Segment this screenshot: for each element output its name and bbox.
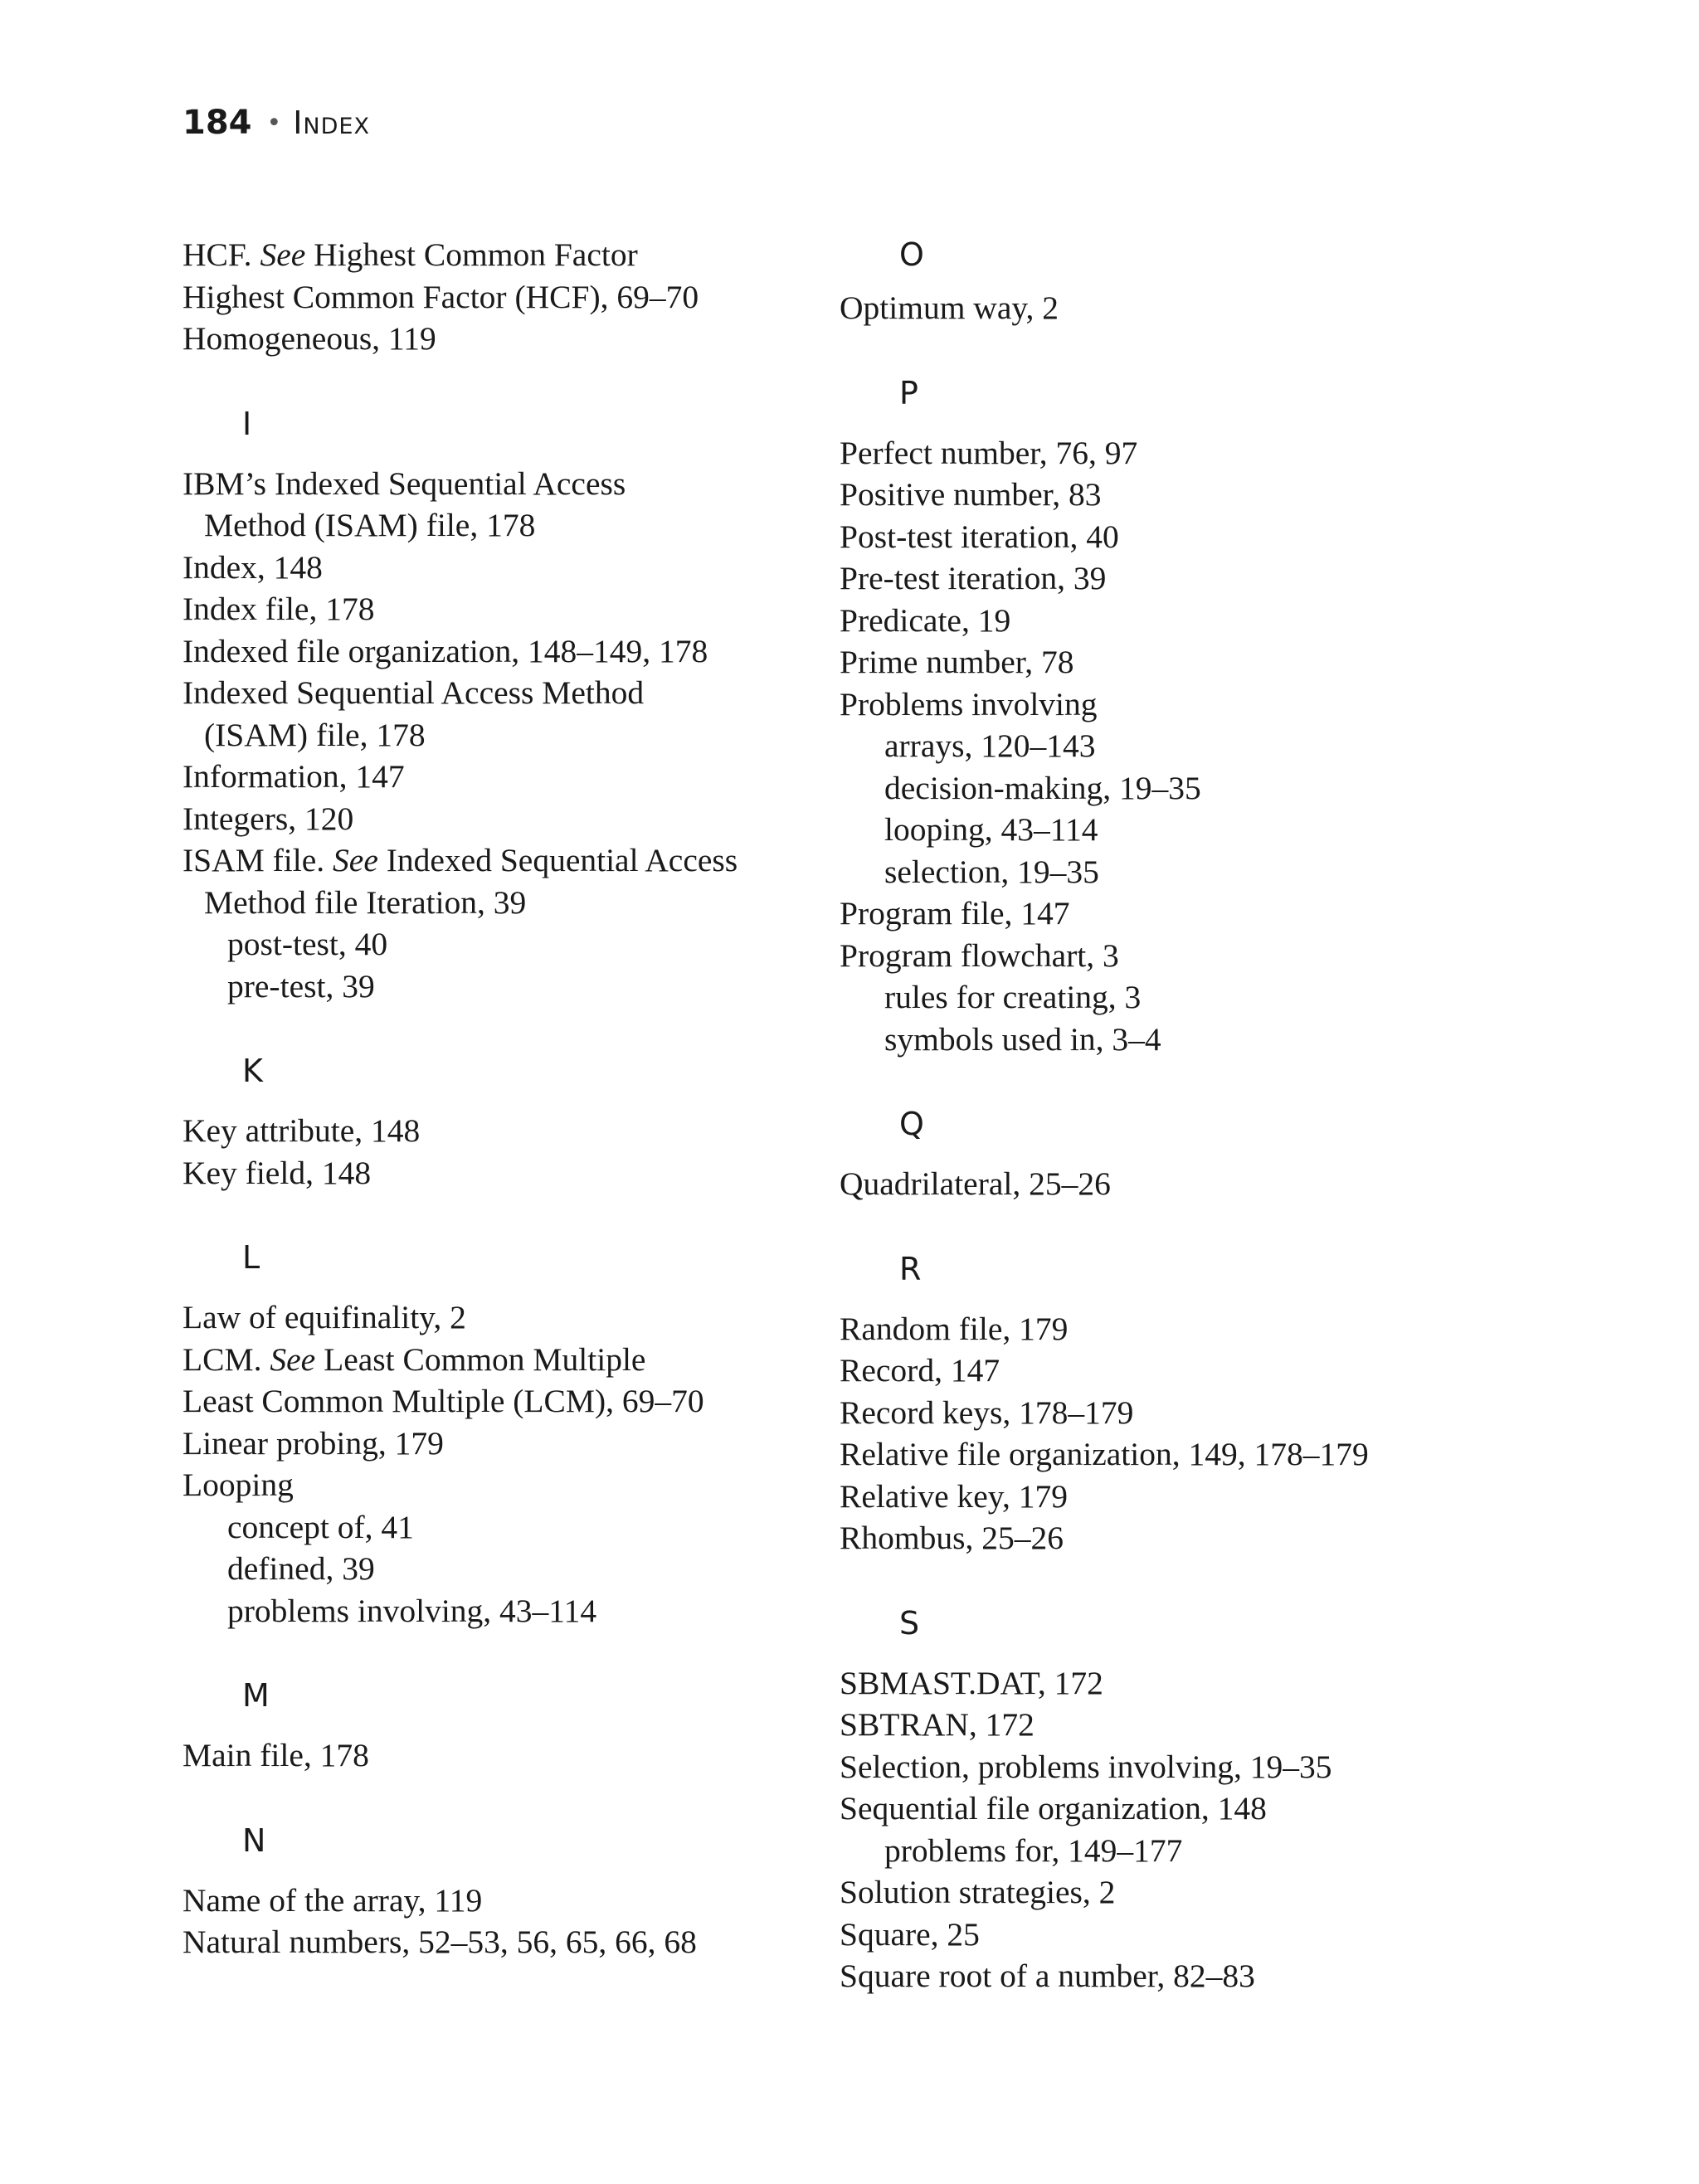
letter-group [183,234,830,360]
index-subentry: pre-test, 39 [227,967,375,1004]
index-entry: Information, 147 [183,758,405,795]
entry-term: ISAM file. [183,842,325,878]
index-entry: Indexed Sequential Access Method [183,674,645,711]
index-entry: Square, 25 [840,1915,980,1953]
index-entry: Rhombus, 25–26 [840,1520,1064,1556]
letter-group [840,1248,1503,1559]
index-entry: Prime number, 78 [840,644,1074,680]
index-entry: Program file, 147 [840,895,1070,931]
see-target: Indexed Sequential Access [386,842,738,878]
index-subentry: rules for creating, 3 [884,979,1142,1015]
index-entry: Perfect number, 76, 97 [840,434,1138,471]
letter-group [183,1237,830,1632]
see-reference: See [333,842,378,878]
letter-heading: I [242,405,252,442]
letter-group [183,403,830,1008]
index-entry: Pre-test iteration, 39 [840,560,1107,596]
index-entry: Quadrilateral, 25–26 [840,1165,1111,1202]
index-subentry: Method (ISAM) file, 178 [204,507,536,543]
index-subentry: defined, 39 [227,1550,375,1587]
page-number: 184 [183,104,252,142]
entry-term: HCF. [183,236,252,273]
letter-heading: N [242,1822,266,1859]
letter-group [183,1820,830,1963]
index-entry: Linear probing, 179 [183,1424,444,1462]
index-entry: Optimum way, 2 [840,289,1059,326]
index-subentry: (ISAM) file, 178 [204,716,426,753]
index-entry: Relative file organization, 149, 178–179 [840,1436,1369,1472]
index-entry: Record, 147 [840,1352,1000,1389]
letter-group [840,372,1503,1061]
index-subentry: Method file Iteration, 39 [204,883,527,921]
index-column-right [840,234,1503,1997]
index-entry: SBTRAN, 172 [840,1706,1034,1743]
index-entry: Natural numbers, 52–53, 56, 65, 66, 68 [183,1924,697,1960]
index-entry: Post-test iteration, 40 [840,518,1119,555]
letter-heading: P [899,374,918,411]
entry-term: LCM. [183,1340,262,1378]
index-subentry: problems for, 149–177 [884,1831,1183,1869]
index-entry: Key field, 148 [183,1154,372,1191]
index-entry: Predicate, 19 [840,601,1011,639]
see-target: Least Common Multiple [324,1340,646,1378]
index-entry: IBM’s Indexed Sequential Access [183,465,626,502]
letter-group [183,1050,830,1194]
section-title: Index [293,105,370,141]
index-entry: Problems involving [840,685,1098,722]
index-entry: Least Common Multiple (LCM), 69–70 [183,1383,704,1419]
see-target: Highest Common Factor [314,236,638,273]
index-entry: Looping [183,1467,294,1503]
index-entry [183,839,830,882]
index-entry: Key attribute, 148 [183,1112,421,1149]
letter-heading: M [242,1677,270,1714]
index-subentry: concept of, 41 [227,1508,414,1545]
index-entry: SBMAST.DAT, 172 [840,1664,1103,1701]
index-subentry: symbols used in, 3–4 [884,1020,1161,1058]
index-entry: Square root of a number, 82–83 [840,1958,1255,1994]
index-entry: Index, 148 [183,548,323,586]
index-subentry: selection, 19–35 [884,853,1099,890]
index-entry: Positive number, 83 [840,476,1102,513]
index-entry: Integers, 120 [183,800,354,837]
letter-group [183,1675,830,1777]
see-reference: See [260,236,306,273]
index-entry [183,1339,830,1381]
index-entry: Relative key, 179 [840,1477,1068,1515]
see-reference: See [270,1340,316,1378]
index-subentry: arrays, 120–143 [884,727,1096,764]
index-entry: Record keys, 178–179 [840,1394,1134,1431]
letter-group [840,1603,1503,1997]
index-entry: Sequential file organization, 148 [840,1790,1267,1826]
index-entry [183,234,830,276]
letter-heading: S [899,1604,920,1642]
letter-heading: R [899,1250,922,1287]
letter-heading: L [242,1239,260,1276]
index-entry: Homogeneous, 119 [183,320,436,357]
index-entry: Indexed file organization, 148–149, 178 [183,632,708,669]
index-entry: Program flowchart, 3 [840,936,1119,974]
index-entry: Random file, 179 [840,1310,1069,1347]
index-entry: Index file, 178 [183,591,375,627]
index-entry: Selection, problems involving, 19–35 [840,1748,1332,1785]
letter-group [840,234,1503,329]
letter-heading: O [899,236,924,273]
index-column-left [183,234,830,1963]
index-entry: Name of the array, 119 [183,1881,483,1919]
index-subentry: problems involving, 43–114 [227,1592,597,1629]
running-head [183,98,370,148]
index-subentry: looping, 43–114 [884,811,1098,848]
header-bullet: • [266,109,282,138]
letter-group [840,1103,1503,1205]
index-entry: Solution strategies, 2 [840,1874,1116,1910]
index-entry: Law of equifinality, 2 [183,1299,466,1335]
index-subentry: post-test, 40 [227,926,388,962]
letter-heading: K [242,1053,263,1089]
letter-heading: Q [899,1106,924,1142]
index-entry: Highest Common Factor (HCF), 69–70 [183,278,699,315]
index-entry: Main file, 178 [183,1737,369,1773]
index-subentry: decision-making, 19–35 [884,769,1201,806]
